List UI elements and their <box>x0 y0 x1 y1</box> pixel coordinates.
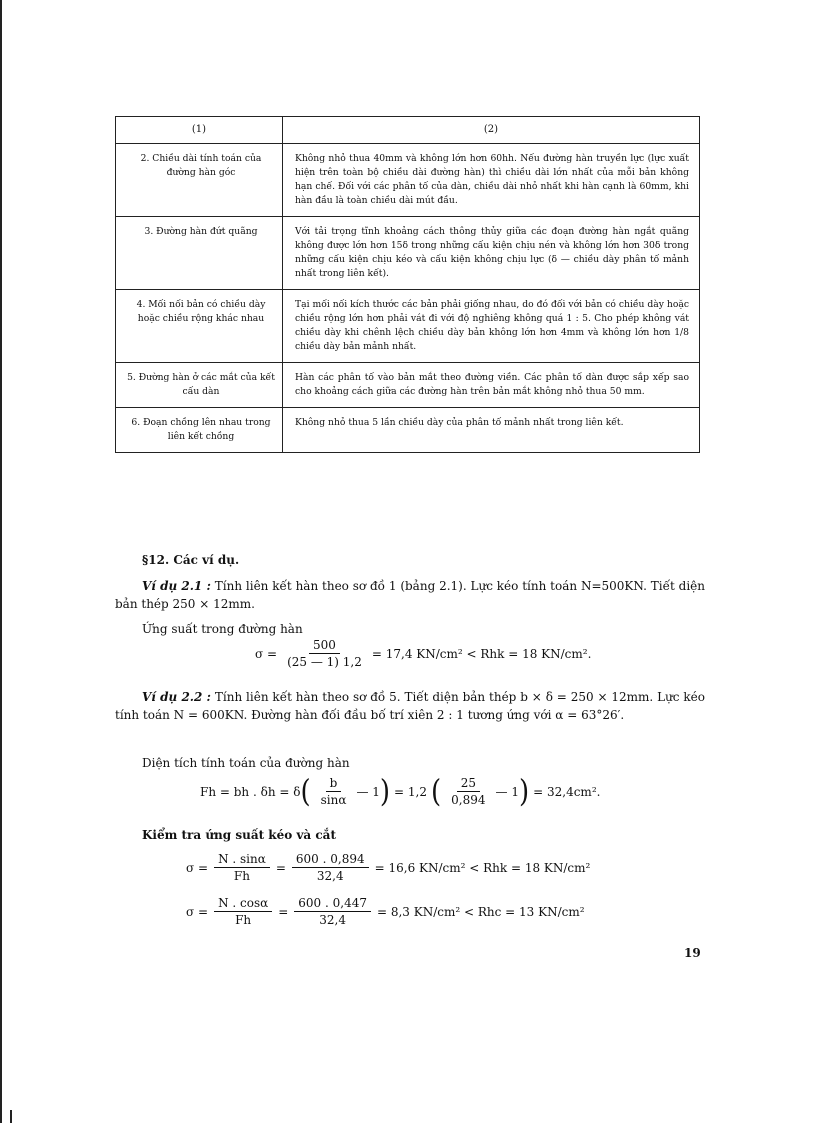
numerator: b <box>326 776 342 792</box>
formula-lhs: σ = <box>186 904 209 919</box>
weld-requirements-table <box>115 116 700 453</box>
formula-term: — 1 <box>495 784 519 799</box>
formula-rhs: = 8,3 KN/cm² < Rhc = 13 KN/cm² <box>376 904 585 919</box>
fraction <box>214 852 270 883</box>
table-cell-requirement: Không nhỏ thua 5 lần chiều dày của phân tố mảnh nhất trong liên kết. <box>283 408 700 453</box>
table-cell-item: 6. Đoạn chồng lên nhau trong liên kết chồng <box>116 408 283 453</box>
denominator: Fh <box>235 913 252 927</box>
denominator: (25 — 1) 1,2 <box>287 655 362 669</box>
example-label: Ví dụ 2.1 : <box>142 579 211 593</box>
formula-lhs: Fh = bh . δh = δ <box>200 784 301 799</box>
fraction <box>292 852 369 883</box>
numerator: N . sinα <box>214 852 270 868</box>
example-2-2-paragraph <box>115 688 705 724</box>
formula-rhs: = 17,4 KN/cm² < Rhk = 18 KN/cm². <box>371 646 592 661</box>
table-row <box>116 217 700 290</box>
fraction <box>294 896 371 927</box>
section-heading: §12. Các ví dụ. <box>142 553 240 567</box>
scan-left-edge <box>0 0 2 1123</box>
numerator: 500 <box>309 638 340 654</box>
formula-lhs: σ = <box>255 646 278 661</box>
table-header-cell: (1) <box>116 117 283 144</box>
table-cell-item: 2. Chiều dài tính toán của đường hàn góc <box>116 144 283 217</box>
paren-close: ) <box>518 773 530 810</box>
table-row <box>116 408 700 453</box>
example-2-1-paragraph <box>115 577 705 613</box>
denominator: sinα <box>320 793 347 807</box>
table-row <box>116 290 700 363</box>
paren-open: ( <box>431 773 442 810</box>
table-cell-requirement: Tại mối nối kích thước các bản phải giống nhau, do đó đối với bản có chiều dày hoặc chiều rộng lớn hơn phải vát đi với độ nghiêng không quá 1 : 5. Cho phép không vát chiều dày khi chênh lệch chiều dày bản không lớn hơn 4mm và không lớn hơn 1/8 chiều dày bản mảnh nhất. <box>283 290 700 363</box>
fraction <box>447 776 489 807</box>
table-row <box>116 144 700 217</box>
table-cell-requirement: Hàn các phân tố vào bản mắt theo đường viền. Các phân tố dàn được sắp xếp sao cho khoảng cách giữa các đường hàn trên bản mắt không nhỏ thua 50 mm. <box>283 363 700 408</box>
formula-rhs: = 32,4cm². <box>533 784 601 799</box>
formula-area <box>200 773 601 810</box>
example-text: Tính liên kết hàn theo sơ đồ 5. Tiết diện bản thép b × δ = 250 × 12mm. Lực kéo tính toán N = 600KN. Đường hàn đối đầu bố trí xiên 2 : 1 tương ứng với α = 63°26′. <box>115 690 705 722</box>
example-text: Tính liên kết hàn theo sơ đồ 1 (bảng 2.1). Lực kéo tính toán N=500KN. Tiết diện bản thép 250 × 12mm. <box>115 579 705 611</box>
numerator: N . cosα <box>214 896 272 912</box>
table-cell-requirement: Với tải trọng tĩnh khoảng cách thông thủy giữa các đoạn đường hàn ngắt quãng không được lớn hơn 15δ trong những cấu kiện chịu nén và không lớn hơn 30δ trong những cấu kiện chịu kéo và cấu kiện không chịu lực (δ — chiều dày phân tố mảnh nhất trong liên kết). <box>283 217 700 290</box>
paren-open: ( <box>300 773 311 810</box>
formula-term: = 1,2 <box>394 784 427 799</box>
numerator: 600 . 0,894 <box>292 852 369 868</box>
paren-close: ) <box>379 773 391 810</box>
scan-mark <box>10 1110 12 1123</box>
example-label: Ví dụ 2.2 : <box>142 690 211 704</box>
table-cell-item: 3. Đường hàn đứt quãng <box>116 217 283 290</box>
formula-shear <box>186 896 585 927</box>
numerator: 600 . 0,447 <box>294 896 371 912</box>
table-cell-requirement: Không nhỏ thua 40mm và không lớn hơn 60hh. Nếu đường hàn truyền lực (lực xuất hiện trên toàn bộ chiều dài đường hàn) thì chiều dài lớn nhất của mỗi bản không hạn chế. Đối với các phân tố của dàn, chiều dài nhỏ nhất khi hàn cạnh là 60mm, khi hàn đầu là toàn chiều dài mút đầu. <box>283 144 700 217</box>
formula-rhs: = 16,6 KN/cm² < Rhk = 18 KN/cm² <box>374 860 591 875</box>
formula-eq: = <box>275 860 286 875</box>
fraction <box>283 638 366 669</box>
numerator: 25 <box>457 776 480 792</box>
denominator: 0,894 <box>451 793 486 807</box>
fraction <box>317 776 351 807</box>
area-caption: Diện tích tính toán của đường hàn <box>142 756 350 770</box>
table-header-cell: (2) <box>283 117 700 144</box>
formula-term: — 1 <box>356 784 380 799</box>
table-header-row <box>116 117 700 144</box>
denominator: Fh <box>233 869 250 883</box>
denominator: 32,4 <box>319 913 346 927</box>
formula-stress-1 <box>255 638 591 669</box>
formula-lhs: σ = <box>186 860 209 875</box>
table-cell-item: 4. Mối nối bản có chiều dày hoặc chiều rộng khác nhau <box>116 290 283 363</box>
check-caption: Kiểm tra ứng suất kéo và cắt <box>142 828 336 842</box>
denominator: 32,4 <box>316 869 344 883</box>
page-number: 19 <box>684 946 701 960</box>
formula-eq: = <box>278 904 289 919</box>
table-row <box>116 363 700 408</box>
table-cell-item: 5. Đường hàn ở các mắt của kết cấu dàn <box>116 363 283 408</box>
fraction <box>214 896 272 927</box>
stress-caption: Ứng suất trong đường hàn <box>142 622 303 636</box>
formula-tension <box>186 852 590 883</box>
